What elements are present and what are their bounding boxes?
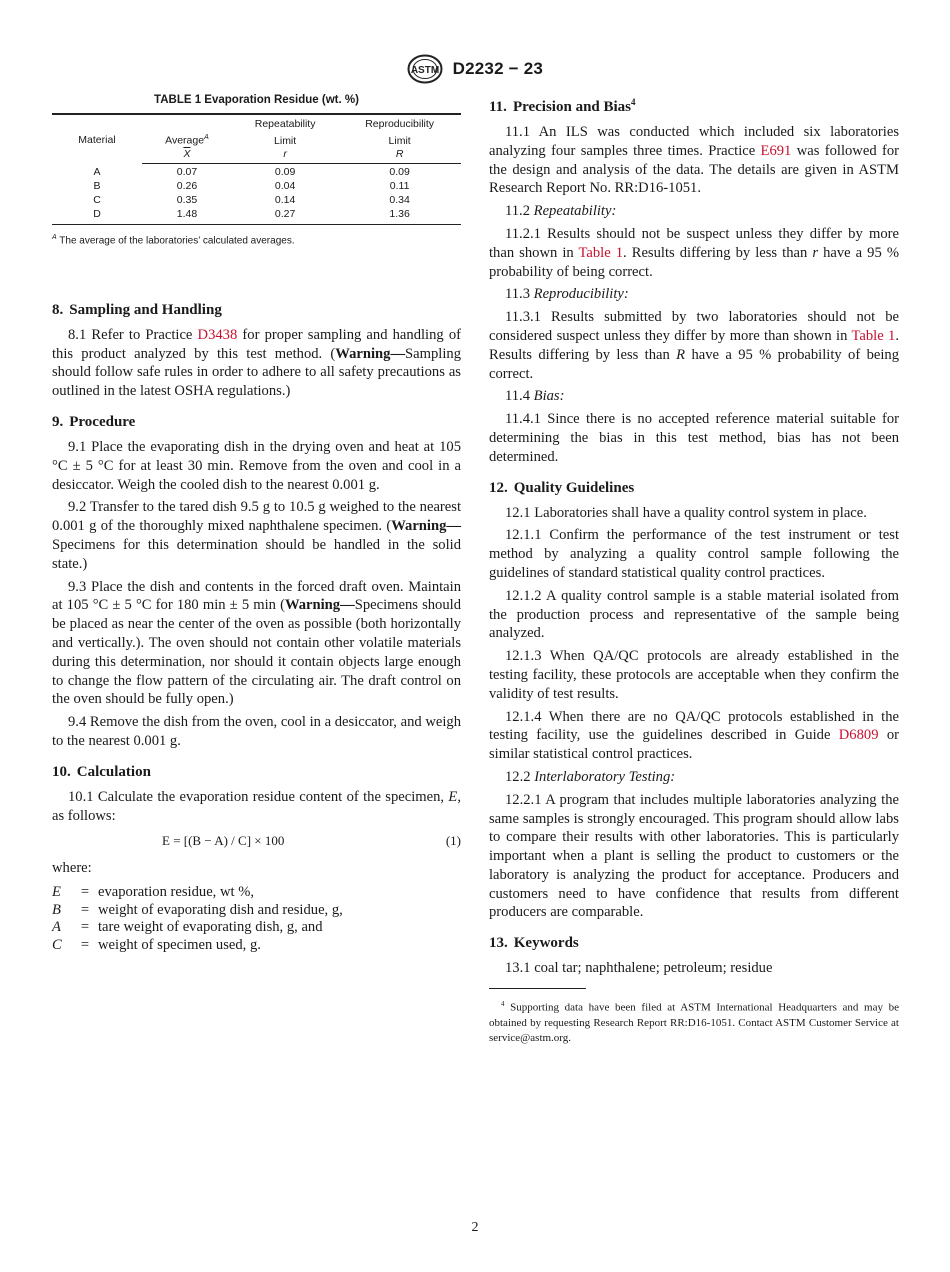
para-11-2: 11.2 Repeatability: <box>505 203 617 220</box>
page-header <box>0 54 950 84</box>
page-number: 2 <box>471 1220 479 1235</box>
section-12-heading: 12. Quality Guidelines <box>489 479 635 496</box>
para-11-3-1: 11.3.1 Results submitted by two laboratories should not be considered suspect unless they differ by more than shown in Table 1. Results differing by less than R have a 95 % probability of being correct. <box>489 309 899 382</box>
equation-1 <box>52 829 461 855</box>
section-8-heading: 8. Sampling and Handling <box>52 301 222 318</box>
equation-number: (1) <box>445 833 461 849</box>
table-title: TABLE 1 Evaporation Residue (wt. %) <box>154 94 359 106</box>
left-column <box>52 93 461 954</box>
col-average-symbol: $\overline{X}$ <box>142 148 232 164</box>
section-13-heading: 13. Keywords <box>489 935 579 952</box>
para-12-2-1: 12.2.1 A program that includes multiple laboratories analyzing the same samples is strongly encouraged. This program should allow labs to compare their results with other laboratories. This is particularly important when a plant is selling the product to customers or the laboratory is analyzing the product for acceptance. Producers and customers need to have confidence that results from different producers are comparable. <box>489 791 899 921</box>
list-item: E = evaporation residue, wt %, <box>52 884 255 901</box>
col-repro-l1: Reproducibility <box>338 114 461 131</box>
table-row: B 0.26 0.04 0.11 <box>93 180 410 192</box>
link-d3438[interactable]: D3438 <box>197 326 238 343</box>
col-average: Average$^A$ <box>165 134 209 147</box>
footnote-divider <box>489 988 586 989</box>
col-repro-l2: Limit <box>388 134 411 147</box>
col-repeat-l2: Limit <box>274 134 297 147</box>
col-material: Material <box>52 114 142 163</box>
para-9-1: 9.1 Place the evaporating dish in the drying oven and heat at 105 °C ± 5 °C for at least 30 min. Remove from the oven and cool in a desiccator. Weigh the cooled dish to the nearest 0.001 g. <box>52 439 461 493</box>
link-d6809[interactable]: D6809 <box>838 727 879 744</box>
para-9-4: 9.4 Remove the dish from the oven, cool in a desiccator, and weigh to the nearest 0.001 g. <box>52 714 461 749</box>
section-11-heading: 11. Precision and Bias$^4$ <box>489 97 636 115</box>
para-10-1: 10.1 Calculate the evaporation residue content of the specimen, E, as follows: <box>52 788 461 824</box>
footnote-4: $^4$ Supporting data have been filed at ASTM International Headquarters and may be obtained by requesting Research Report RR:D16-1051. Contact ASTM Customer Service at service@astm.org. <box>489 1000 899 1044</box>
para-12-2: 12.2 Interlaboratory Testing: <box>505 768 676 785</box>
col-repeat-l1: Repeatability <box>232 114 338 131</box>
para-13-1: 13.1 coal tar; naphthalene; petroleum; residue <box>505 960 773 977</box>
link-e691[interactable]: E691 <box>760 142 792 159</box>
para-12-1-1: 12.1.1 Confirm the performance of the test instrument or test method by analyzing a quality control sample following the guidelines of standard statistical quality control practices. <box>489 527 899 581</box>
para-12-1-4: 12.1.4 When there are no QA/QC protocols established in the testing facility, use the guidelines described in Guide D6809 or similar statistical control practices. <box>489 708 899 763</box>
table-row: A 0.07 0.09 0.09 <box>93 165 410 178</box>
list-item: A = tare weight of evaporating dish, g, and <box>52 919 323 936</box>
list-item: C = weight of specimen used, g. <box>52 936 261 953</box>
right-column <box>489 93 899 1046</box>
list-item: B = weight of evaporating dish and residue, g, <box>52 901 343 918</box>
variable-list <box>52 884 461 954</box>
para-11-2-1: 11.2.1 Results should not be suspect unless they differ by more than shown in Table 1. Results differing by less than r have a 95 % probability of being correct. <box>489 225 899 280</box>
table-row: C 0.35 0.14 0.34 <box>93 194 410 206</box>
para-8-1: 8.1 Refer to Practice D3438 for proper sampling and handling of this product analyzed by this test method. (Warning—Sampling should follow safe rules in order to adhere to all safety precautions as outlined in the latest OSHA regulations.) <box>52 326 461 400</box>
table-row: D 1.48 0.27 1.36 <box>52 208 461 225</box>
where-label: where: <box>52 860 92 877</box>
para-11-1: 11.1 An ILS was conducted which included six laboratories analyzing four samples three times. Practice E691 was followed for the design and analysis of the data. The details are given in ASTM Research Report No. RR:D16-1051. <box>489 124 899 197</box>
para-11-4-1: 11.4.1 Since there is no accepted reference material suitable for determining the bias in this test method, bias has not been determined. <box>489 411 899 465</box>
designation: D2232 − 23 <box>452 58 544 78</box>
astm-logo-icon <box>407 54 443 84</box>
para-9-3: 9.3 Place the dish and contents in the forced draft oven. Maintain at 105 °C ± 5 °C for 180 min ± 5 min (Warning—Specimens should be placed as near the center of the oven as possible (both horizontally and vertically.). The oven should not contain other volatile materials during this determination, nor should it contain objects large enough to change the flow pattern of the circulating air. The draft control on the oven should be fully open.) <box>52 578 461 708</box>
col-repeat-symbol: r <box>232 148 338 164</box>
evaporation-residue-table <box>52 113 461 225</box>
para-12-1-3: 12.1.3 When QA/QC protocols are already established in the testing facility, these protocols are acceptable when they confirm the validity of test results. <box>489 648 899 702</box>
section-9-heading: 9. Procedure <box>52 414 136 431</box>
col-repro-symbol: R <box>338 148 461 164</box>
link-table-1[interactable]: Table 1 <box>578 244 624 261</box>
link-table-1[interactable]: Table 1 <box>851 327 896 344</box>
section-10-heading: 10. Calculation <box>52 763 151 780</box>
para-12-1-2: 12.1.2 A quality control sample is a stable material isolated from the production process and representative of the sample being analyzed. <box>489 587 899 642</box>
para-9-2: 9.2 Transfer to the tared dish 9.5 g to 10.5 g weighed to the nearest 0.001 g of the thoroughly mixed naphthalene specimen. (Warning—Specimens for this determination should be handled in the solid state.) <box>52 499 461 572</box>
para-12-1: 12.1 Laboratories shall have a quality control system in place. <box>505 504 867 521</box>
svg-text:ASTM: ASTM <box>410 65 440 76</box>
equation-body: E = [(B − A) / C] × 100 <box>162 833 285 849</box>
para-11-3: 11.3 Reproducibility: <box>505 286 629 303</box>
para-11-4: 11.4 Bias: <box>505 388 565 405</box>
table-footnote: $^A$ The average of the laboratories’ calculated averages. <box>52 233 295 246</box>
